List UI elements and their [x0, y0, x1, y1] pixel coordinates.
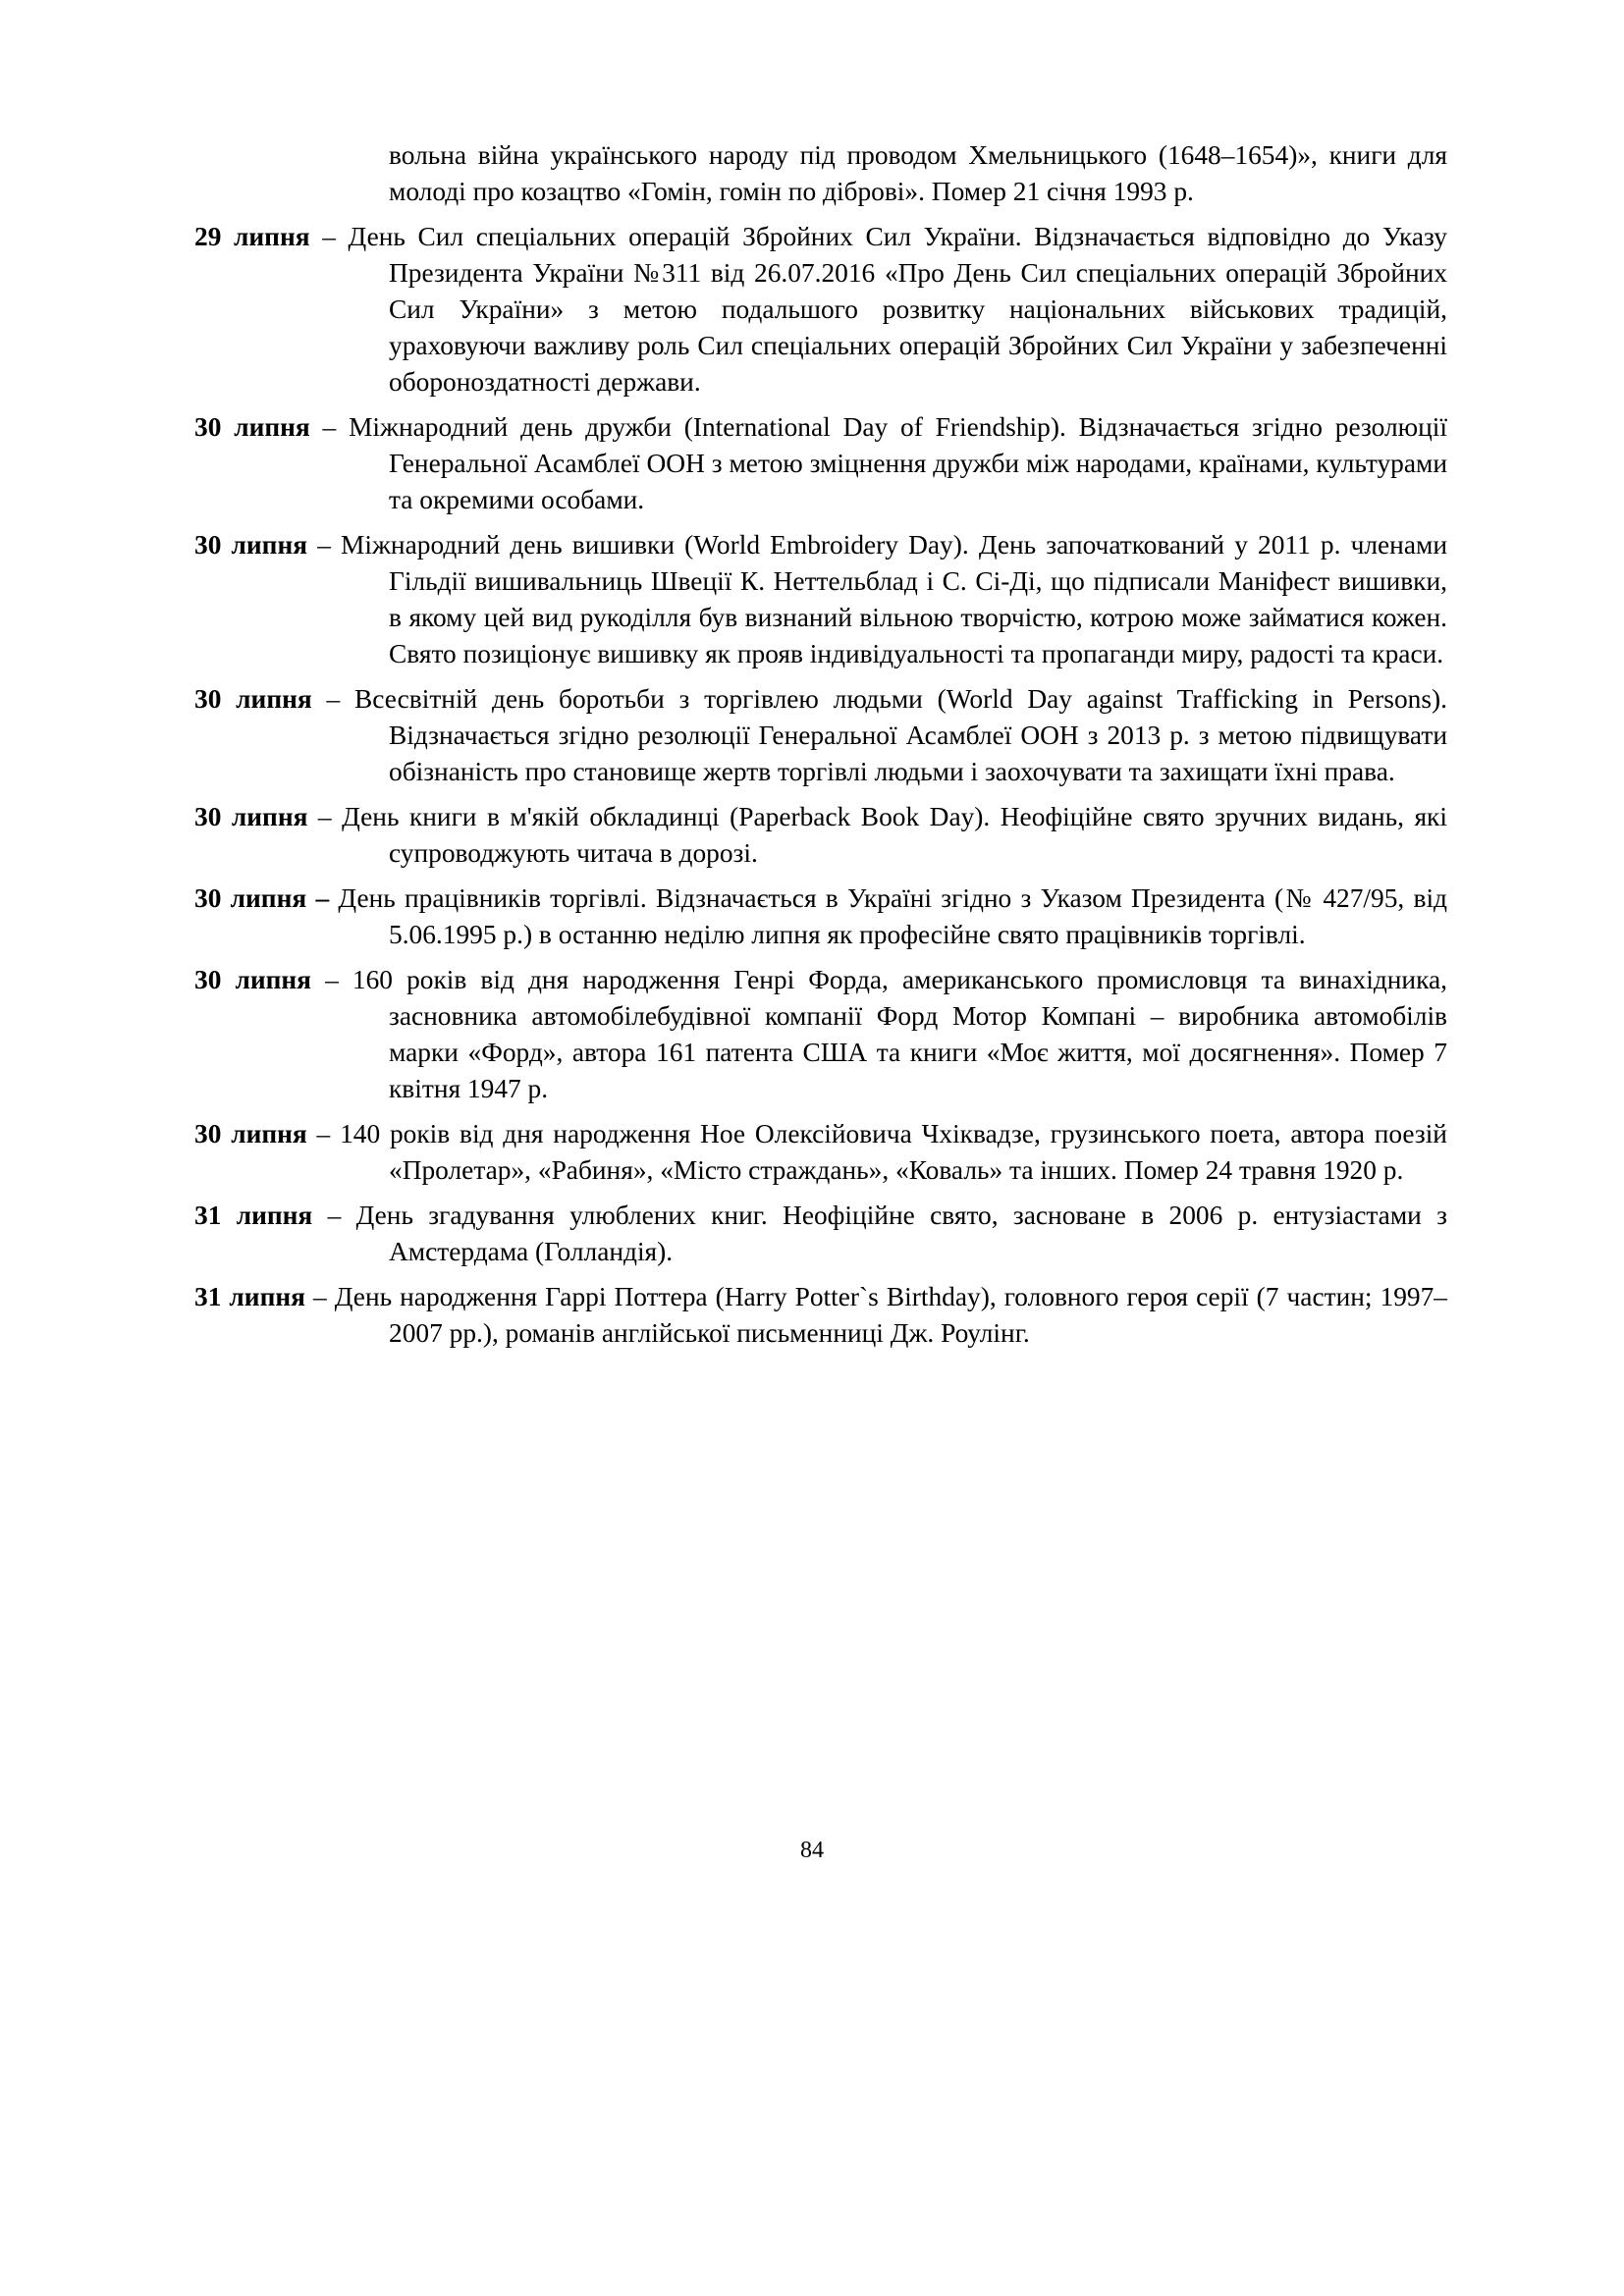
entry-dash: –	[326, 684, 341, 714]
entry-dash: –	[327, 1201, 342, 1230]
entry-text: Міжнародний день вишивки (World Embroidery Day). День започаткований у 2011 р. членами Гільдії вишивальниць Швеції К. Неттельблад і С. Сі-Ді, що підписали Маніфест вишивки, в якому цей вид рукоділля був визнаний вільною творчістю, котрою може займатися кожен. Свято позиціонує вишивку як прояв індивідуальності та пропаганди миру, радості та краси.	[341, 530, 1447, 668]
entry-date: 30 липня	[194, 802, 308, 831]
entry-date: 31 липня	[194, 1282, 305, 1311]
calendar-entry	[194, 881, 1447, 953]
entry-text: День згадування улюблених книг. Неофіційне свято, засноване в 2006 р. ентузіастами з Амстердама (Голландія).	[355, 1201, 1447, 1266]
calendar-entry	[194, 409, 1447, 518]
entry-dash: –	[322, 222, 336, 251]
calendar-entry	[194, 1116, 1447, 1189]
entry-text: День Сил спеціальних операцій Збройних Сил України. Відзначається відповідно до Указу Президента України №311 від 26.07.2016 «Про День Сил спеціальних операцій Збройних Сил України» з метою подальшого розвитку національних військових традицій, ураховуючи важливу роль Сил спеціальних операцій Збройних Сил України у забезпеченні обороноздатності держави.	[348, 222, 1447, 397]
page-number: 84	[800, 1838, 824, 1863]
entry-dash: –	[317, 530, 331, 560]
entry-dash: –	[325, 965, 339, 994]
entry-text: Всесвітній день боротьби з торгівлею людьми (World Day against Trafficking in Persons). Відзначається згідно резолюції Генеральної Асамблеї ООН з 2013 р. з метою підвищувати обізнаність про становище жертв торгівлі людьми і заохочувати та захищати їхні права.	[354, 684, 1447, 786]
calendar-entry	[194, 219, 1447, 400]
entry-date: 30 липня	[194, 684, 312, 714]
entry-date: 30 липня	[194, 530, 308, 560]
calendar-entry	[194, 681, 1447, 790]
calendar-entry	[194, 1198, 1447, 1270]
entry-date: 30 липня –	[194, 883, 330, 913]
calendar-entry	[194, 799, 1447, 872]
calendar-entry	[194, 962, 1447, 1107]
entry-dash: –	[313, 1282, 327, 1311]
continuation-paragraph: вольна війна українського народу під проводом Хмельницького (1648–1654)», книги для молоді про козацтво «Гомін, гомін по діброві». Помер 21 січня 1993 р.	[389, 140, 1447, 206]
page-content	[194, 137, 1447, 1361]
entry-text: 160 років від дня народження Генрі Форда, американського промисловця та винахідника, засновника автомобілебудівної компанії Форд Мотор Компані – виробника автомобілів марки «Форд», автора 161 патента США та книги «Моє життя, мої досягнення». Помер 7 квітня 1947 р.	[352, 965, 1447, 1103]
entry-dash: –	[322, 412, 337, 442]
entry-date: 30 липня	[194, 412, 310, 442]
entry-dash: –	[317, 802, 332, 831]
calendar-entry	[194, 527, 1447, 672]
entry-date: 30 липня	[194, 1119, 307, 1148]
calendar-entry	[194, 1279, 1447, 1352]
entry-date: 29 липня	[194, 222, 310, 251]
entry-text: Міжнародний день дружби (International Day of Friendship). Відзначається згідно резолюції Генеральної Асамблеї ООН з метою зміцнення дружби між народами, країнами, культурами та окремими особами.	[349, 412, 1447, 514]
entry-text: День народження Гаррі Поттера (Harry Potter`s Birthday), головного героя серії (7 частин; 1997–2007 рр.), романів англійської письменниці Дж. Роулінг.	[334, 1282, 1448, 1348]
entry-date: 31 липня	[194, 1201, 313, 1230]
entry-text: День книги в м'якій обкладинці (Paperback Book Day). Неофіційне свято зручних видань, які супроводжують читача в дорозі.	[342, 802, 1447, 868]
entry-text: 140 років від дня народження Ное Олексійовича Чхіквадзе, грузинського поета, автора поезій «Пролетар», «Рабиня», «Місто страждань», «Коваль» та інших. Помер 24 травня 1920 р.	[340, 1119, 1447, 1185]
entry-text: День працівників торгівлі. Відзначається в Україні згідно з Указом Президента (№ 427/95, від 5.06.1995 р.) в останню неділю липня як професійне свято працівників торгівлі.	[338, 883, 1447, 949]
entry-dash: –	[316, 1119, 331, 1148]
entry-date: 30 липня	[194, 965, 312, 994]
